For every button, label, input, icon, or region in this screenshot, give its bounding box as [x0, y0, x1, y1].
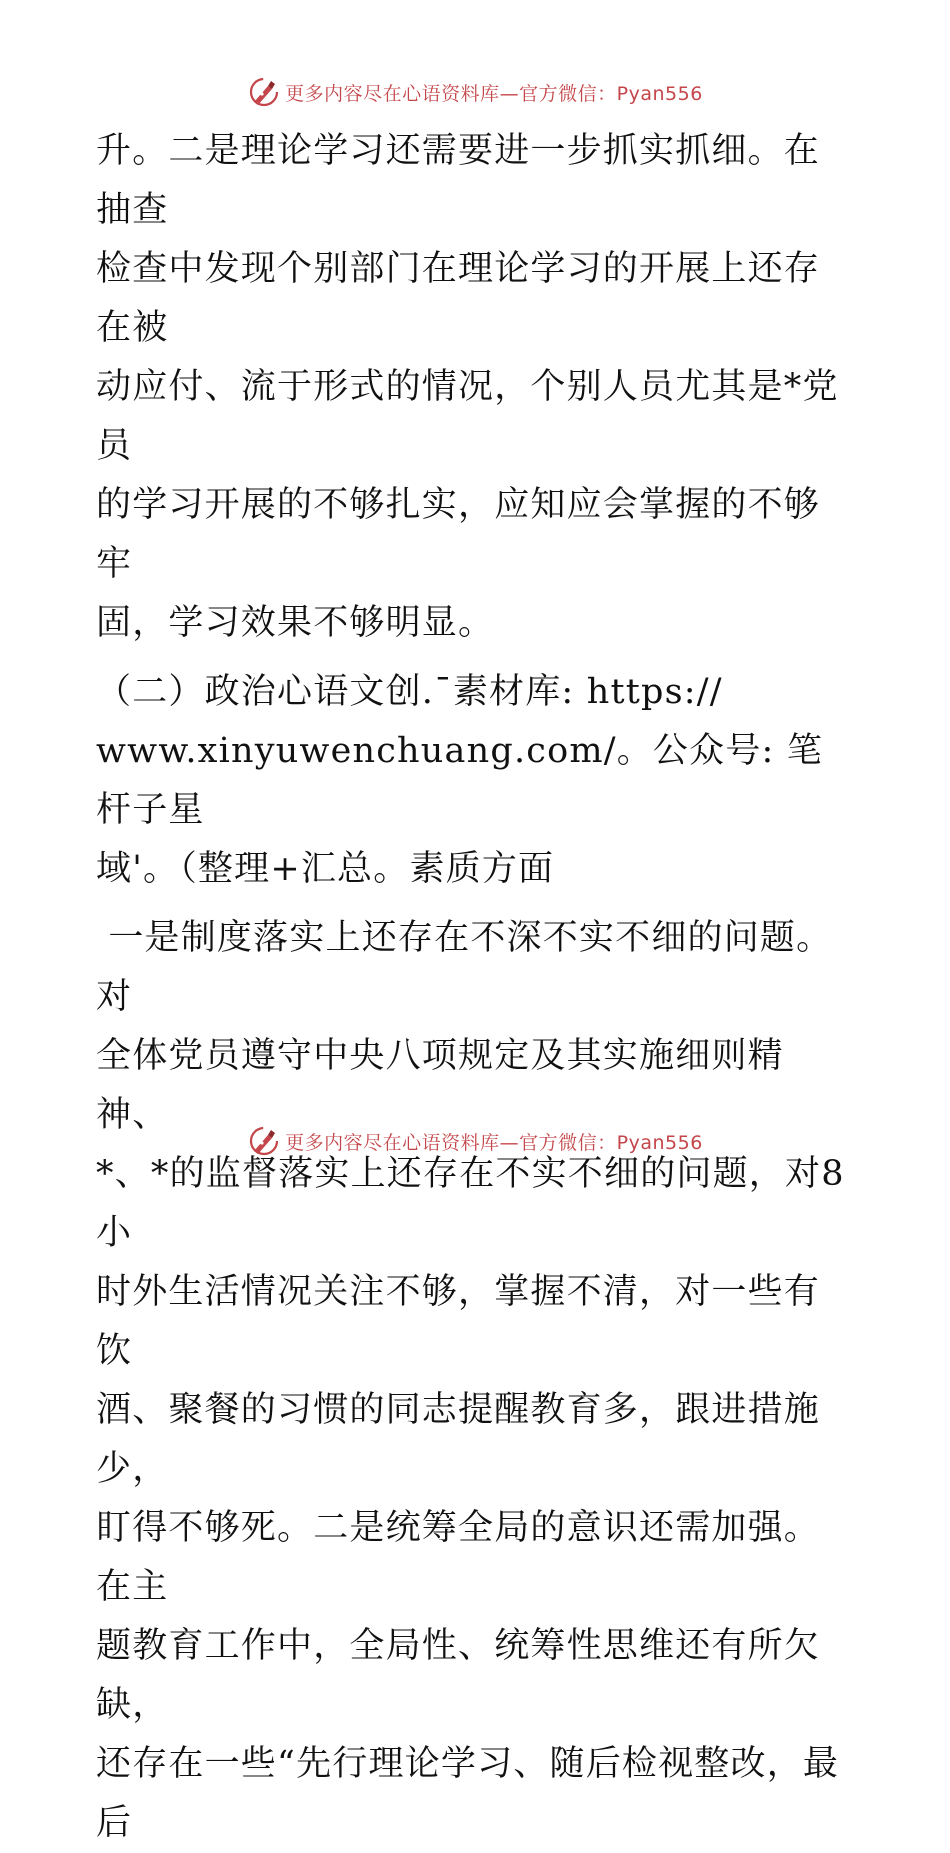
- watermark-text: 更多内容尽在心语资料库—官方微信：Pyan556: [285, 82, 703, 105]
- document-body: [96, 122, 856, 1853]
- text-line: 盯得不够死。二是统筹全局的意识还需加强。在主: [96, 1508, 821, 1607]
- pen-seal-icon: [247, 1124, 281, 1158]
- text-line: （二）政治心语文创.¯素材库: https://: [96, 672, 723, 712]
- text-line: 域'。（整理+汇总。素质方面: [96, 849, 555, 889]
- header-watermark: [0, 72, 950, 112]
- footer-watermark: [0, 1121, 950, 1161]
- text-line: 动应付、流于形式的情况，个别人员尤其是*党员: [96, 367, 839, 466]
- text-line: 固，学习效果不够明显。: [96, 603, 495, 643]
- text-line: 升。二是理论学习还需要进一步抓实抓细。在抽查: [96, 131, 821, 230]
- text-line: 全体党员遵守中央八项规定及其实施细则精神、: [96, 1036, 784, 1135]
- text-line: 一是制度落实上还存在不深不实不细的问题。对: [96, 918, 833, 1017]
- text-line: 酒、聚餐的习惯的同志提醒教育多，跟进措施少，: [96, 1390, 821, 1489]
- text-line: 时外生活情况关注不够，掌握不清，对一些有饮: [96, 1272, 821, 1371]
- text-line: *、*的监督落实上还存在不实不细的问题，对8小: [96, 1154, 845, 1253]
- text-line: 还存在一些“先行理论学习、随后检视整改，最后: [96, 1744, 840, 1843]
- text-line: 的学习开展的不够扎实，应知应会掌握的不够牢: [96, 485, 821, 584]
- section-heading-2: [96, 663, 856, 899]
- pen-seal-icon: [247, 75, 281, 109]
- paragraph-3: [96, 909, 856, 1853]
- text-line: 题教育工作中，全局性、统筹性思维还有所欠缺，: [96, 1626, 821, 1725]
- paragraph-1: [96, 122, 856, 653]
- watermark-text: 更多内容尽在心语资料库—官方微信：Pyan556: [285, 1131, 703, 1154]
- text-line: 检查中发现个别部门在理论学习的开展上还存在被: [96, 249, 821, 348]
- text-line: www.xinyuwenchuang.com/。公众号: 笔杆子星: [96, 731, 824, 830]
